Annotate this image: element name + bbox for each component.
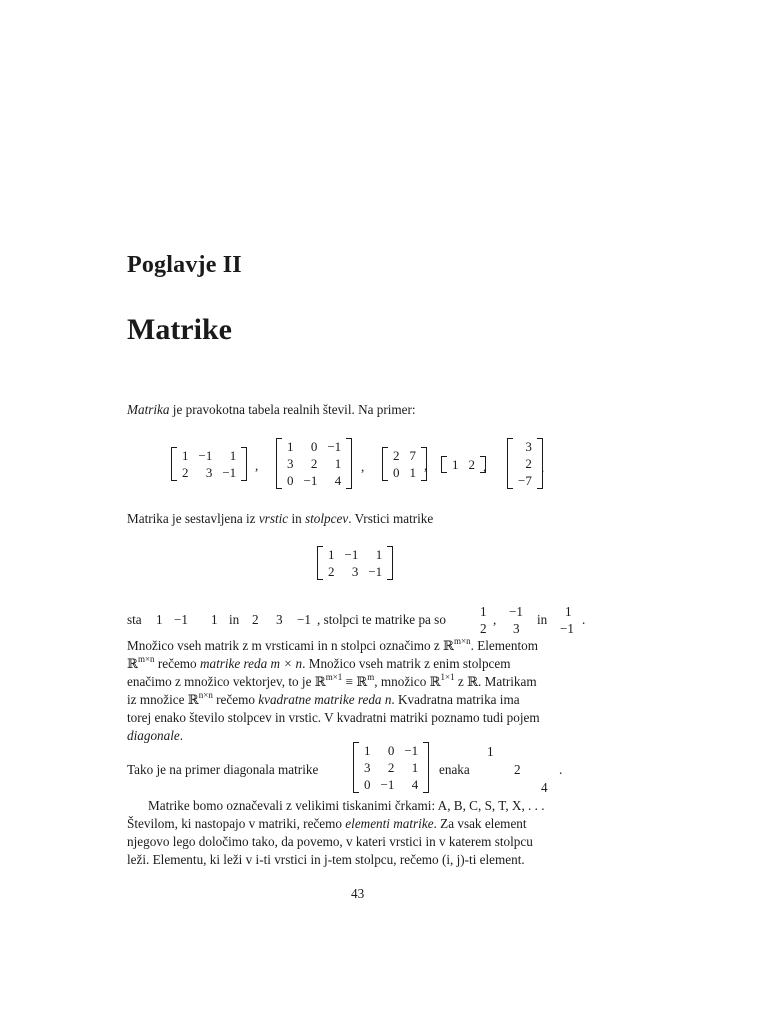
text: ≡ ℝ <box>342 674 368 689</box>
text: . Vrstici matrike <box>348 511 434 526</box>
matrix-cell: 2 <box>328 564 335 579</box>
right-bracket <box>241 447 247 481</box>
matrix-cell: −7 <box>518 473 532 488</box>
matrix-cell: 2 <box>182 465 189 480</box>
matrix-cell: 1 <box>411 760 419 775</box>
diag-d2: 2 <box>514 762 521 777</box>
right-bracket <box>346 438 352 489</box>
term-elementi-matrike: elementi matrike <box>345 816 434 831</box>
intro-paragraph <box>127 401 416 419</box>
text: ℝ <box>127 656 138 671</box>
row-2-e1: 2 <box>252 612 259 627</box>
term-vrstic: vrstic <box>258 511 289 526</box>
paragraph-rows-columns <box>127 510 433 528</box>
para3-line5: torej enako število stolpcev in vrstic. V kvadratni matriki poznamo tudi pojem <box>127 710 540 725</box>
text: , množico ℝ <box>374 674 441 689</box>
comma: , <box>361 459 365 474</box>
matrix-cell: 0 <box>287 473 294 488</box>
row-1-e2: −1 <box>174 612 189 627</box>
matrix-cell: −1 <box>344 547 359 562</box>
matrix-cell: 3 <box>287 456 294 471</box>
matrix-cell: 2 <box>310 456 318 471</box>
text: Številom, ki nastopajo v matriki, rečemo <box>127 816 346 831</box>
left-bracket <box>382 447 388 481</box>
matrix-cell: 2 <box>393 448 400 463</box>
col-1-top: 1 <box>480 604 487 619</box>
diag-dot: . <box>559 762 563 777</box>
text: rečemo <box>154 656 200 671</box>
example-matrix-4 <box>441 456 486 473</box>
chapter-title: Matrike <box>127 313 232 346</box>
right-bracket <box>423 742 429 793</box>
text: Množico vseh matrik z m vrsticami in n stolpci označimo z ℝ <box>127 638 455 653</box>
matrix-cell: 0 <box>364 777 371 792</box>
term-diagonale: diagonale <box>127 728 180 743</box>
period: . <box>541 460 545 475</box>
left-bracket <box>276 438 282 489</box>
matrix-cell: 0 <box>310 439 318 454</box>
comma: , <box>255 458 259 473</box>
chapter-label: Poglavje II <box>127 252 242 278</box>
intro-text: je pravokotna tabela realnih števil. Na primer: <box>169 402 416 417</box>
matrix-cell: 3 <box>364 760 371 775</box>
para4-line3: njegovo lego določimo tako, da povemo, v kateri vrstici in v katerem stolpcu <box>127 834 533 849</box>
text: rečemo <box>212 692 259 707</box>
matrix-cell: 3 <box>205 465 213 480</box>
left-bracket <box>171 447 177 481</box>
para4-line1: Matrike bomo označevali z velikimi tiskanimi črkami: A, B, C, S, T, X, . . . <box>148 798 545 813</box>
col-3-top: 1 <box>565 604 572 619</box>
comma: , <box>424 458 428 473</box>
matrix-cell: 3 <box>525 439 532 454</box>
matrix-cell: −1 <box>404 743 419 758</box>
matrix-cell: 1 <box>229 448 237 463</box>
matrix-cell: 1 <box>409 465 416 480</box>
example-matrix-5 <box>507 438 543 489</box>
text: enačimo z množico vektorjev, to je ℝ <box>127 674 326 689</box>
matrix-cell: −1 <box>368 564 383 579</box>
left-bracket <box>507 438 513 489</box>
col-3-bottom: −1 <box>560 621 575 636</box>
example-matrix-3 <box>382 447 427 481</box>
row-1-e3: 1 <box>211 612 218 627</box>
para3-line4 <box>127 691 520 709</box>
term-matrika: Matrika <box>127 402 170 417</box>
text: . Kvadratna matrika ima <box>391 692 520 707</box>
text: . Za vsak element <box>433 816 527 831</box>
para4-line2 <box>127 815 527 833</box>
matrix-cell: −1 <box>327 439 342 454</box>
diag-text: Tako je na primer diagonala matrike <box>127 762 319 777</box>
row-line-in: in <box>229 612 240 627</box>
matrix-cell: 1 <box>182 448 189 463</box>
page-number: 43 <box>351 886 365 901</box>
matrix-cell: 2 <box>387 760 395 775</box>
para3-line6 <box>127 727 183 745</box>
diag-matrix <box>353 742 429 793</box>
diag-enaka: enaka <box>439 762 470 777</box>
row-2-e3: −1 <box>297 612 312 627</box>
col-2-bottom: 3 <box>513 621 520 636</box>
text: in <box>288 511 305 526</box>
text: . <box>179 728 184 743</box>
superscript: m×1 <box>325 672 343 682</box>
text: iz množice ℝ <box>127 692 199 707</box>
matrix-cell: 1 <box>287 439 294 454</box>
superscript: n×n <box>198 690 213 700</box>
matrix-cell: 0 <box>387 743 395 758</box>
row-line-columns-text: , stolpci te matrike pa so <box>317 612 446 627</box>
text: z ℝ. Matrikam <box>454 674 537 689</box>
col-2-top: −1 <box>509 604 524 619</box>
row-line-sta: sta <box>127 612 142 627</box>
para4-line4: leži. Elementu, ki leži v i-ti vrstici in j-tem stolpcu, rečemo (i, j)-ti element. <box>127 852 525 867</box>
comma: , <box>483 459 487 474</box>
left-bracket <box>441 456 447 473</box>
matrix-cell: 1 <box>452 457 459 472</box>
right-bracket <box>387 546 393 580</box>
example-matrix-2 <box>276 438 352 489</box>
matrix-cell: 4 <box>334 473 342 488</box>
text: Matrika je sestavljena iz <box>127 511 259 526</box>
para3-line2 <box>127 655 511 673</box>
para3-line1 <box>127 637 538 655</box>
example-matrix-1 <box>171 447 247 481</box>
col-1-bottom: 2 <box>480 621 487 636</box>
superscript: m×n <box>454 636 471 646</box>
diag-d3: 4 <box>541 780 548 795</box>
matrix-cell: 1 <box>364 743 371 758</box>
text: . Elementom <box>470 638 538 653</box>
col-in: in <box>537 612 548 627</box>
diag-d1: 1 <box>487 744 494 759</box>
row-1-e1: 1 <box>156 612 163 627</box>
matrix-cell: 0 <box>393 465 400 480</box>
matrix-cell: −1 <box>222 465 237 480</box>
superscript: m×n <box>137 654 155 664</box>
matrix-cell: 7 <box>409 448 416 463</box>
comma: , <box>493 612 497 627</box>
matrix-cell: 2 <box>525 456 532 471</box>
period: . <box>582 612 586 627</box>
term-kvadratne-matrike: kvadratne matrike reda n <box>258 692 392 707</box>
left-bracket <box>317 546 323 580</box>
left-bracket <box>353 742 359 793</box>
matrix-cell: 3 <box>351 564 359 579</box>
matrix-cell: 1 <box>375 547 383 562</box>
center-matrix <box>317 546 393 580</box>
matrix-cell: −1 <box>198 448 213 463</box>
matrix-cell: 2 <box>468 457 475 472</box>
term-matrike-reda: matrike reda m × n <box>199 656 303 671</box>
row-2-e2: 3 <box>276 612 283 627</box>
matrix-cell: −1 <box>380 777 395 792</box>
matrix-cell: 1 <box>334 456 342 471</box>
superscript: 1×1 <box>440 672 455 682</box>
matrix-cell: 1 <box>328 547 335 562</box>
para3-line3 <box>127 673 537 691</box>
matrix-cell: 4 <box>411 777 419 792</box>
superscript: m <box>367 672 375 682</box>
matrix-cell: −1 <box>303 473 318 488</box>
text: . Množico vseh matrik z enim stolpcem <box>302 656 511 671</box>
term-stolpcev: stolpcev <box>305 511 349 526</box>
